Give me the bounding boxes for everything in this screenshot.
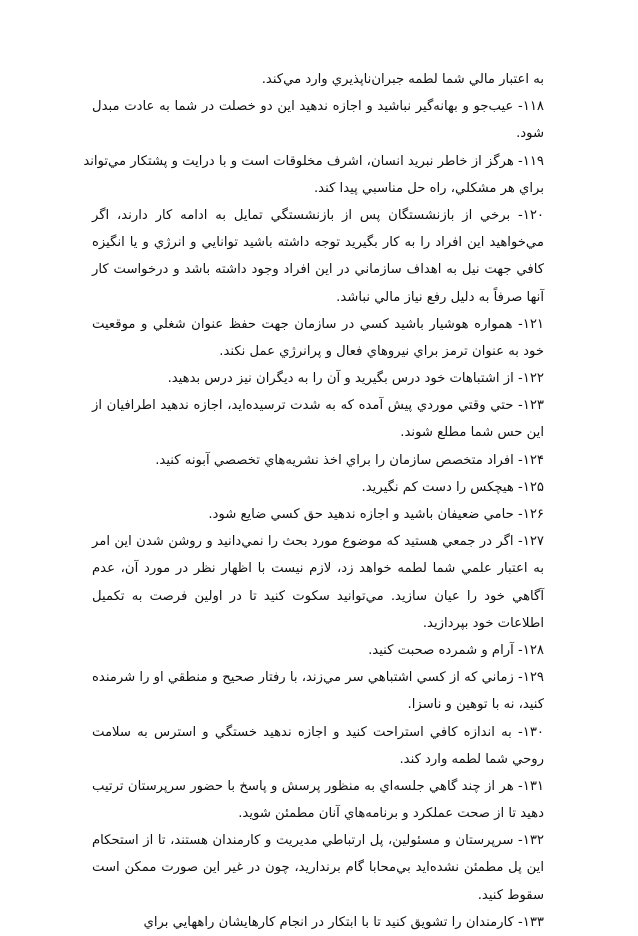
text-line: ۱۲۵- هيچكس را دست كم نگيريد. [361,479,544,495]
text-line: ۱۲۸- آرام و شمرده صحبت كنيد. [368,642,544,658]
text-line: اين حس شما مطلع شوند. [400,425,544,441]
text-line: اين پل مطمئن نشده‌ايد بي‌محابا گام برنداريد، چون در غير اين صورت ممكن است [92,860,544,876]
text-line: آگاهي خود را عيان سازيد. مي‌توانيد سكوت كنيد تا در اولين فرصت به تكميل [92,588,544,604]
text-line: كافي جهت نيل به اهداف سازماني در اين افراد وجود داشته باشد و درخواست كار [92,262,544,278]
text-line: ۱۱۹- هرگز از خاطر نبريد انسان، اشرف مخلوقات است و با درايت و پشتكار مي‌تواند [83,153,544,169]
text-line: ۱۲۳- حتي وقتي موردي پيش آمده كه به شدت ترسيده‌ايد، اجازه ندهيد اطرافيان از [92,398,544,414]
text-line: ۱۲۶- حامي ضعيفان باشيد و اجازه ندهيد حق كسي ضايع شود. [208,507,544,522]
text-line: ۱۳۰- به اندازه كافي استراحت كنيد و اجازه ندهيد خستگي و استرس به سلامت [92,724,544,740]
text-line: سقوط كنيد. [477,887,544,903]
text-line: اطلاعات خود بپردازيد. [422,615,544,631]
text-line: مي‌خواهيد اين افراد را به كار بگيريد توجه داشته باشيد توانايي و انرژي و يا انگيزه [92,235,544,251]
text-line: ۱۲۹- زماني كه از كسي اشتباهي سر مي‌زند، با رفتار صحيح و منطقي او را شرمنده [92,670,544,686]
text-line: به اعتبار علمي شما لطمه خواهد زد، لازم نيست با اظهار نظر در مورد آن، عدم [92,561,544,577]
text-line: شود. [516,126,544,142]
text-line: ۱۳۳- كارمندان را تشويق كنيد تا با ابتكار در انجام كارهايشان راههايي براي [143,914,544,930]
text-line: ۱۲۴- افراد متخصص سازمان را براي اخذ نشريه‌هاي تخصصي آبونه كنيد. [155,452,544,468]
text-line: ۱۱۸- عيب‌جو و بهانه‌گير نباشيد و اجازه ندهيد اين دو خصلت در شما به عادت مبدل [92,99,544,115]
text-line: كنيد، نه با توهين و ناسزا. [407,697,544,713]
text-line: روحي شما لطمه وارد كند. [399,751,544,767]
text-line: ۱۲۱- همواره هوشيار باشيد كسي در سازمان جهت حفظ عنوان شغلي و موقعيت [92,316,544,332]
text-line: ۱۳۲- سرپرستان و مسئولين، پل ارتباطي مديريت و كارمندان هستند، تا از استحكام [92,833,544,849]
text-line: دهيد تا از صحت عملكرد و برنامه‌هاي آنان مطمئن شويد. [238,806,544,822]
document-body [83,66,544,936]
text-line: براي هر مشكلي، راه حل مناسبي پيدا كند. [313,180,544,196]
text-line: خود به عنوان ترمز براي نيروهاي فعال و پرانرژي عمل نكند. [219,343,544,359]
text-line: ۱۲۲- از اشتباهات خود درس بگيريد و آن را به ديگران نيز درس بدهيد. [167,371,544,387]
text-line: ۱۳۱- هر از چند گاهي جلسه‌اي به منظور پرسش و پاسخ با حضور سرپرستان ترتيب [92,778,544,794]
text-line: ۱۲۰- برخي از بازنشستگان پس از بازنشستگي تمايل به ادامه كار دارند، اگر [92,207,544,223]
text-line: آنها صرفاً به دليل رفع نياز مالي نباشد. [336,289,544,305]
text-line: ۱۲۷- اگر در جمعي هستيد كه موضوع مورد بحث را نمي‌دانيد و روشن شدن اين امر [92,534,544,550]
text-line: به اعتبار مالي شما لطمه جبران‌ناپذيري وارد مي‌كند. [261,72,544,87]
